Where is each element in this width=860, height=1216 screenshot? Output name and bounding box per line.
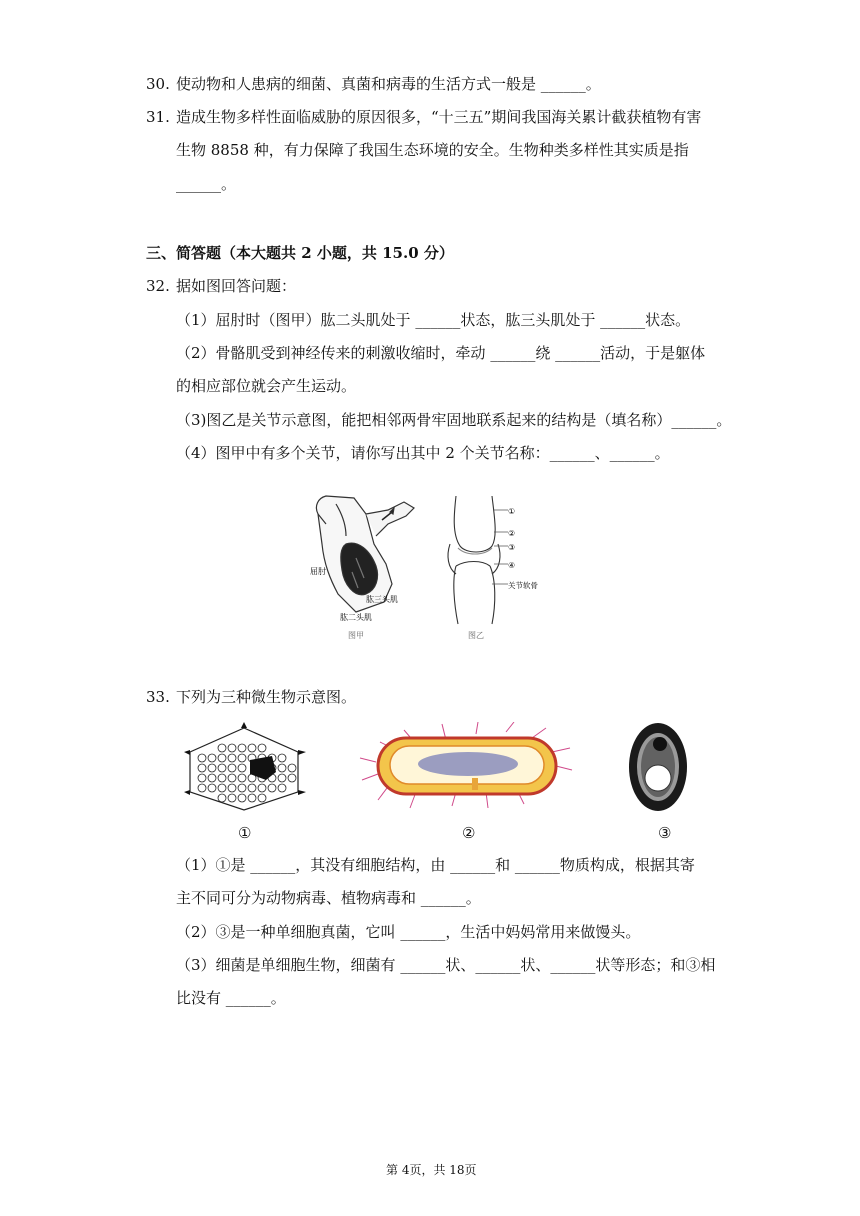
virus-diagram [180, 722, 310, 812]
bend-label: 屈肘 [310, 567, 326, 576]
section-heading: 三、简答题（本大题共 2 小题，共 15.0 分） [146, 244, 454, 262]
question-32-part-2-line-1: （2）骨骼肌受到神经传来的刺激收缩时，牵动 ______绕 ______活动，于是躯体 [176, 344, 706, 362]
question-32-part-3: （3)图乙是关节示意图，能把相邻两骨牢固地联系起来的结构是（填名称）______。 [176, 411, 732, 429]
question-33-part-2: （2）③是一种单细胞真菌，它叫 ______，生活中妈妈常用来做馒头。 [176, 923, 641, 941]
question-33-stem: 下列为三种微生物示意图。 [176, 688, 357, 706]
question-32-part-1: （1）屈肘时（图甲）肱二头肌处于 ______状态，肱三头肌处于 ______状态。 [176, 311, 691, 329]
figure-jia-caption: 图甲 [348, 631, 364, 640]
biceps-label: 肱二头肌 [340, 613, 372, 622]
question-31-line-1: 造成生物多样性面临威胁的原因很多，“十三五”期间我国海关累计截获植物有害 [176, 108, 702, 126]
label-1: ① [508, 507, 516, 516]
label-4: ④ [508, 561, 516, 570]
question-number-32: 32. [146, 277, 170, 295]
question-32-part-2-line-2: 的相应部位就会产生运动。 [176, 377, 357, 395]
joint-diagram [448, 496, 508, 624]
question-31-line-2: 生物 8858 种，有力保障了我国生态环境的安全。生物种类多样性其实质是指 [176, 141, 689, 159]
question-number-33: 33. [146, 688, 170, 706]
question-30-text: 使动物和人患病的细菌、真菌和病毒的生活方式一般是 ______。 [176, 75, 601, 93]
label-2: ② [508, 529, 516, 538]
question-33-part-1-line-1: （1）①是 ______，其没有细胞结构，由 ______和 ______物质构成，根据其寄 [176, 856, 695, 874]
question-33-part-3-line-1: （3）细菌是单细胞生物，细菌有 ______状、______状、______状等形态；和③相 [176, 956, 716, 974]
cartilage-label: 关节软骨 [508, 581, 538, 590]
figure-label-1: ① [238, 824, 252, 842]
question-number-30: 30. [146, 75, 170, 93]
yeast-diagram [626, 720, 690, 814]
question-32-part-4: （4）图甲中有多个关节，请你写出其中 2 个关节名称：______、______。 [176, 444, 670, 462]
triceps-label: 肱三头肌 [366, 595, 398, 604]
question-32-stem: 据如图回答问题： [176, 277, 297, 295]
figure-label-3: ③ [658, 824, 672, 842]
bacterium-diagram [356, 722, 576, 810]
question-31-line-3: ______。 [176, 175, 237, 193]
question-33-part-3-line-2: 比没有 ______。 [176, 989, 286, 1007]
label-3: ③ [508, 543, 516, 552]
figure-yi-caption: 图乙 [468, 631, 484, 640]
figure-label-2: ② [462, 824, 476, 842]
question-33-part-1-line-2: 主不同可分为动物病毒、植物病毒和 ______。 [176, 889, 481, 907]
arm-joint-figure [296, 484, 556, 644]
page-footer: 第 4页，共 18页 [386, 1163, 477, 1177]
question-number-31: 31. [146, 108, 170, 126]
